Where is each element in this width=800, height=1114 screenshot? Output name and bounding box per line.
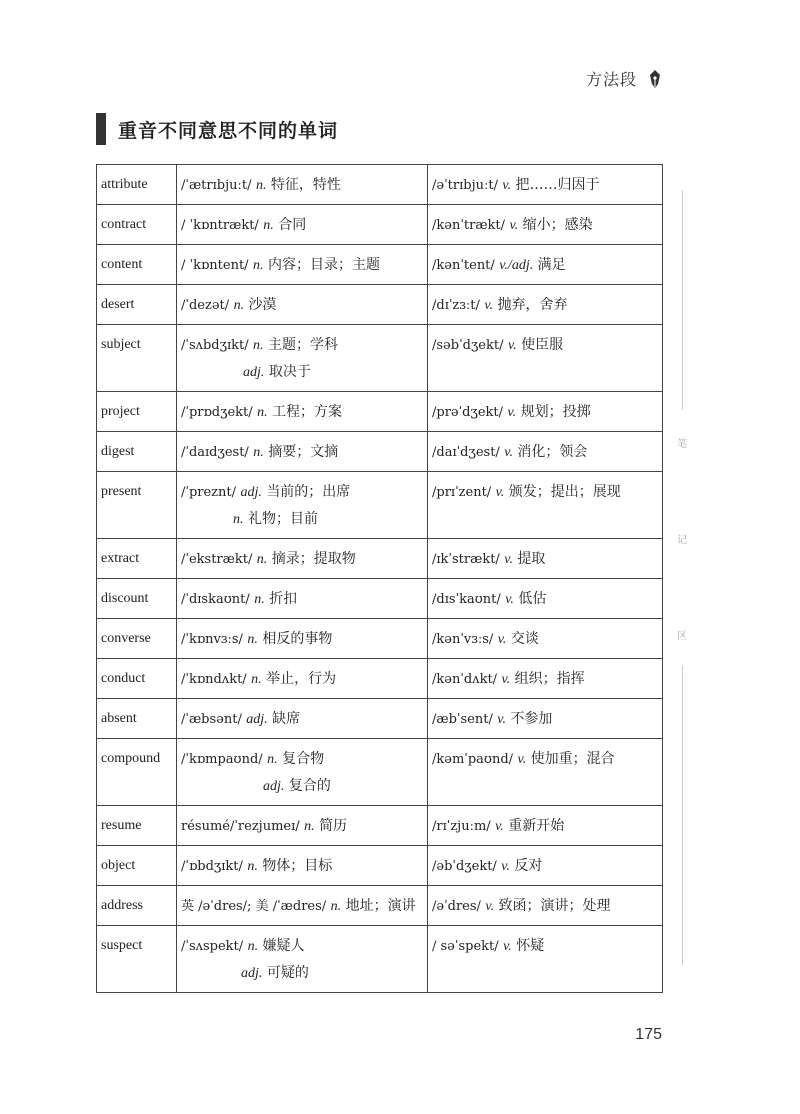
noun-meaning: 当前的；出席 — [266, 484, 351, 500]
extra-pos: adj. — [241, 966, 263, 981]
verb-cell — [428, 659, 663, 699]
verb-meaning: 使加重；混合 — [530, 751, 615, 767]
noun-pos: n. — [263, 218, 274, 233]
table-row — [97, 325, 663, 392]
verb-ipa: /kənˈtrækt/ — [432, 218, 506, 233]
verb-cell — [428, 539, 663, 579]
verb-ipa: /kənˈvɜːs/ — [432, 632, 494, 647]
word-cell: project — [97, 392, 177, 432]
noun-cell — [177, 432, 428, 472]
verb-cell — [428, 432, 663, 472]
noun-meaning: 缺席 — [272, 711, 301, 727]
side-rail-bottom — [682, 665, 683, 965]
heading-title: 重音不同意思不同的单词 — [118, 119, 339, 142]
table-row — [97, 846, 663, 886]
verb-ipa: / səˈspekt/ — [432, 939, 499, 954]
noun-pos: n. — [253, 445, 264, 460]
noun-ipa: résumé/ˈrezjumeɪ/ — [181, 819, 300, 834]
table-row — [97, 205, 663, 245]
extra-meaning: 复合的 — [288, 778, 331, 794]
vocab-table — [96, 164, 663, 993]
noun-pos: adj. — [246, 712, 268, 727]
verb-meaning: 致函；演讲；处理 — [498, 898, 611, 914]
verb-meaning: 怀疑 — [516, 938, 545, 954]
verb-cell — [428, 205, 663, 245]
word-cell: extract — [97, 539, 177, 579]
noun-pos: n. — [251, 672, 262, 687]
extra-meaning: 礼物；目前 — [247, 511, 318, 527]
noun-pos: n. — [247, 859, 258, 874]
noun-pos: n. — [267, 752, 278, 767]
verb-meaning: 满足 — [537, 257, 566, 273]
noun-ipa: /ˈæbsənt/ — [181, 712, 242, 727]
verb-pos: v. — [495, 485, 505, 500]
verb-ipa: /daɪˈdʒest/ — [432, 445, 500, 460]
verb-pos: v. — [503, 939, 512, 954]
noun-meaning: 沙漠 — [248, 297, 277, 313]
noun-meaning: 举止，行为 — [266, 671, 337, 687]
noun-cell — [177, 699, 428, 739]
verb-pos: v. — [497, 712, 506, 727]
noun-meaning: 物体；目标 — [262, 858, 333, 874]
verb-ipa: /prɪˈzent/ — [432, 485, 492, 500]
noun-cell — [177, 739, 428, 806]
vocab-table-body — [97, 165, 663, 993]
vocab-table-container — [96, 164, 662, 993]
table-row — [97, 699, 663, 739]
side-rail-top — [682, 190, 683, 410]
table-row — [97, 739, 663, 806]
verb-pos: v. — [504, 445, 513, 460]
table-row — [97, 245, 663, 285]
noun-meaning: 简历 — [319, 818, 348, 834]
verb-ipa: /kənˈtent/ — [432, 258, 495, 273]
verb-pos: v. — [501, 859, 510, 874]
noun-pos: adj. — [240, 485, 262, 500]
table-row — [97, 659, 663, 699]
verb-ipa: /əˈtrɪbjuːt/ — [432, 178, 498, 193]
extra-pos: adj. — [243, 365, 265, 380]
verb-cell — [428, 806, 663, 846]
noun-ipa: /ˈætrɪbjuːt/ — [181, 178, 252, 193]
verb-cell — [428, 285, 663, 325]
noun-ipa: /ˈkɒnvɜːs/ — [181, 632, 243, 647]
verb-ipa: /dɪˈzɜːt/ — [432, 298, 480, 313]
noun-ipa: /ˈpreznt/ — [181, 485, 237, 500]
extra-pos: adj. — [263, 779, 285, 794]
noun-ipa: 英 /əˈdres/; 美 /ˈædres/ — [181, 899, 327, 914]
word-cell: suspect — [97, 926, 177, 993]
noun-meaning: 工程；方案 — [272, 404, 343, 420]
word-cell: present — [97, 472, 177, 539]
verb-pos: v. — [502, 178, 512, 193]
extra-meaning-line — [181, 362, 427, 383]
verb-pos: v. — [484, 298, 494, 313]
noun-cell — [177, 165, 428, 205]
verb-meaning: 重新开始 — [508, 818, 565, 834]
pen-nib-icon — [645, 69, 665, 89]
noun-ipa: /ˈkɒndʌkt/ — [181, 672, 247, 687]
verb-ipa: /əbˈdʒekt/ — [432, 859, 497, 874]
table-row — [97, 392, 663, 432]
word-cell: digest — [97, 432, 177, 472]
word-cell: compound — [97, 739, 177, 806]
verb-cell — [428, 325, 663, 392]
noun-ipa: /ˈsʌbdʒɪkt/ — [181, 338, 249, 353]
noun-meaning: 合同 — [278, 217, 307, 233]
noun-cell — [177, 806, 428, 846]
verb-pos: v./adj. — [499, 258, 534, 273]
noun-ipa: /ˈɒbdʒɪkt/ — [181, 859, 243, 874]
noun-pos: n. — [330, 899, 342, 914]
noun-ipa: /ˈekstrækt/ — [181, 552, 253, 567]
table-row — [97, 432, 663, 472]
table-row — [97, 285, 663, 325]
noun-cell — [177, 619, 428, 659]
noun-ipa: /ˈdɪskaʊnt/ — [181, 592, 250, 607]
word-cell: contract — [97, 205, 177, 245]
verb-meaning: 反对 — [514, 858, 543, 874]
noun-cell — [177, 539, 428, 579]
noun-meaning: 嫌疑人 — [262, 938, 305, 954]
verb-meaning: 把……归因于 — [515, 177, 600, 193]
word-cell: subject — [97, 325, 177, 392]
noun-meaning: 折扣 — [269, 591, 298, 607]
verb-pos: v. — [501, 672, 511, 687]
verb-meaning: 使臣服 — [521, 337, 564, 353]
noun-pos: n. — [233, 298, 245, 313]
word-cell: attribute — [97, 165, 177, 205]
verb-cell — [428, 472, 663, 539]
noun-cell — [177, 472, 428, 539]
verb-ipa: /dɪsˈkaʊnt/ — [432, 592, 501, 607]
noun-cell — [177, 325, 428, 392]
noun-pos: n. — [254, 592, 265, 607]
extra-meaning-line — [181, 509, 427, 530]
noun-pos: n. — [257, 405, 268, 420]
word-cell: resume — [97, 806, 177, 846]
verb-ipa: /kəmˈpaʊnd/ — [432, 752, 514, 767]
verb-pos: v. — [497, 632, 507, 647]
noun-pos: n. — [253, 338, 264, 353]
verb-ipa: /əˈdres/ — [432, 899, 481, 914]
table-row — [97, 539, 663, 579]
noun-ipa: /ˈsʌspekt/ — [181, 939, 244, 954]
noun-pos: n. — [256, 552, 268, 567]
word-cell: conduct — [97, 659, 177, 699]
verb-cell — [428, 579, 663, 619]
word-cell: desert — [97, 285, 177, 325]
word-cell: absent — [97, 699, 177, 739]
section-heading — [96, 113, 338, 145]
verb-meaning: 不参加 — [510, 711, 553, 727]
word-cell: discount — [97, 579, 177, 619]
verb-ipa: /prəˈdʒekt/ — [432, 405, 504, 420]
noun-cell — [177, 579, 428, 619]
word-cell: object — [97, 846, 177, 886]
verb-meaning: 颁发；提出；展现 — [508, 484, 621, 500]
verb-pos: v. — [517, 752, 527, 767]
table-row — [97, 926, 663, 993]
side-note-char: 笔 — [677, 439, 687, 450]
table-row — [97, 579, 663, 619]
table-row — [97, 619, 663, 659]
noun-cell — [177, 205, 428, 245]
noun-ipa: / ˈkɒntent/ — [181, 258, 249, 273]
noun-cell — [177, 886, 428, 926]
verb-cell — [428, 392, 663, 432]
noun-ipa: /ˈdaɪdʒest/ — [181, 445, 249, 460]
page-number: 175 — [635, 1026, 662, 1043]
verb-pos: v. — [485, 899, 495, 914]
verb-meaning: 提取 — [517, 551, 546, 567]
verb-pos: v. — [504, 552, 513, 567]
verb-meaning: 抛弃，舍弃 — [497, 297, 568, 313]
noun-pos: n. — [247, 939, 259, 954]
verb-pos: v. — [507, 405, 517, 420]
verb-ipa: /kənˈdʌkt/ — [432, 672, 498, 687]
noun-meaning: 复合物 — [282, 751, 325, 767]
noun-meaning: 主题；学科 — [268, 337, 338, 353]
noun-meaning: 相反的事物 — [262, 631, 333, 647]
noun-ipa: / ˈkɒntrækt/ — [181, 218, 259, 233]
verb-meaning: 组织；指挥 — [514, 671, 585, 687]
heading-bar — [96, 113, 106, 145]
verb-cell — [428, 619, 663, 659]
noun-pos: n. — [304, 819, 315, 834]
word-cell: content — [97, 245, 177, 285]
word-cell: address — [97, 886, 177, 926]
verb-meaning: 交谈 — [510, 631, 539, 647]
word-cell: converse — [97, 619, 177, 659]
verb-meaning: 消化；领会 — [517, 444, 588, 460]
verb-cell — [428, 165, 663, 205]
noun-cell — [177, 659, 428, 699]
extra-meaning: 可疑的 — [266, 965, 309, 981]
noun-meaning: 特征，特性 — [270, 177, 341, 193]
noun-cell — [177, 245, 428, 285]
table-row — [97, 165, 663, 205]
verb-pos: v. — [495, 819, 504, 834]
noun-meaning: 地址；演讲 — [345, 898, 416, 914]
noun-ipa: /ˈkɒmpaʊnd/ — [181, 752, 263, 767]
verb-meaning: 规划；投掷 — [520, 404, 591, 420]
verb-cell — [428, 739, 663, 806]
noun-pos: n. — [255, 178, 267, 193]
noun-pos: n. — [253, 258, 264, 273]
section-label — [586, 67, 665, 90]
verb-cell — [428, 886, 663, 926]
verb-cell — [428, 926, 663, 993]
noun-cell — [177, 392, 428, 432]
verb-meaning: 缩小；感染 — [522, 217, 593, 233]
verb-cell — [428, 846, 663, 886]
verb-meaning: 低估 — [518, 591, 547, 607]
noun-meaning: 摘录；提取物 — [271, 551, 356, 567]
noun-cell — [177, 846, 428, 886]
noun-cell — [177, 926, 428, 993]
extra-pos: n. — [233, 512, 244, 527]
table-row — [97, 472, 663, 539]
verb-ipa: /rɪˈzjuːm/ — [432, 819, 491, 834]
noun-meaning: 摘要；文摘 — [268, 444, 339, 460]
verb-pos: v. — [505, 592, 514, 607]
verb-ipa: /æbˈsent/ — [432, 712, 493, 727]
section-label-text: 方法段 — [585, 70, 637, 89]
extra-meaning: 取决于 — [268, 364, 311, 380]
noun-ipa: /ˈdezət/ — [181, 298, 230, 313]
side-note-char: 记 — [677, 535, 687, 546]
table-row — [97, 886, 663, 926]
noun-pos: n. — [247, 632, 258, 647]
noun-ipa: /ˈprɒdʒekt/ — [181, 405, 253, 420]
verb-cell — [428, 245, 663, 285]
verb-cell — [428, 699, 663, 739]
noun-cell — [177, 285, 428, 325]
noun-meaning: 内容；目录；主题 — [267, 257, 380, 273]
verb-ipa: /səbˈdʒekt/ — [432, 338, 504, 353]
verb-ipa: /ɪkˈstrækt/ — [432, 552, 500, 567]
extra-meaning-line — [181, 776, 427, 797]
side-note-char: 区 — [677, 631, 687, 642]
extra-meaning-line — [181, 963, 427, 984]
table-row — [97, 806, 663, 846]
verb-pos: v. — [509, 218, 519, 233]
verb-pos: v. — [507, 338, 517, 353]
